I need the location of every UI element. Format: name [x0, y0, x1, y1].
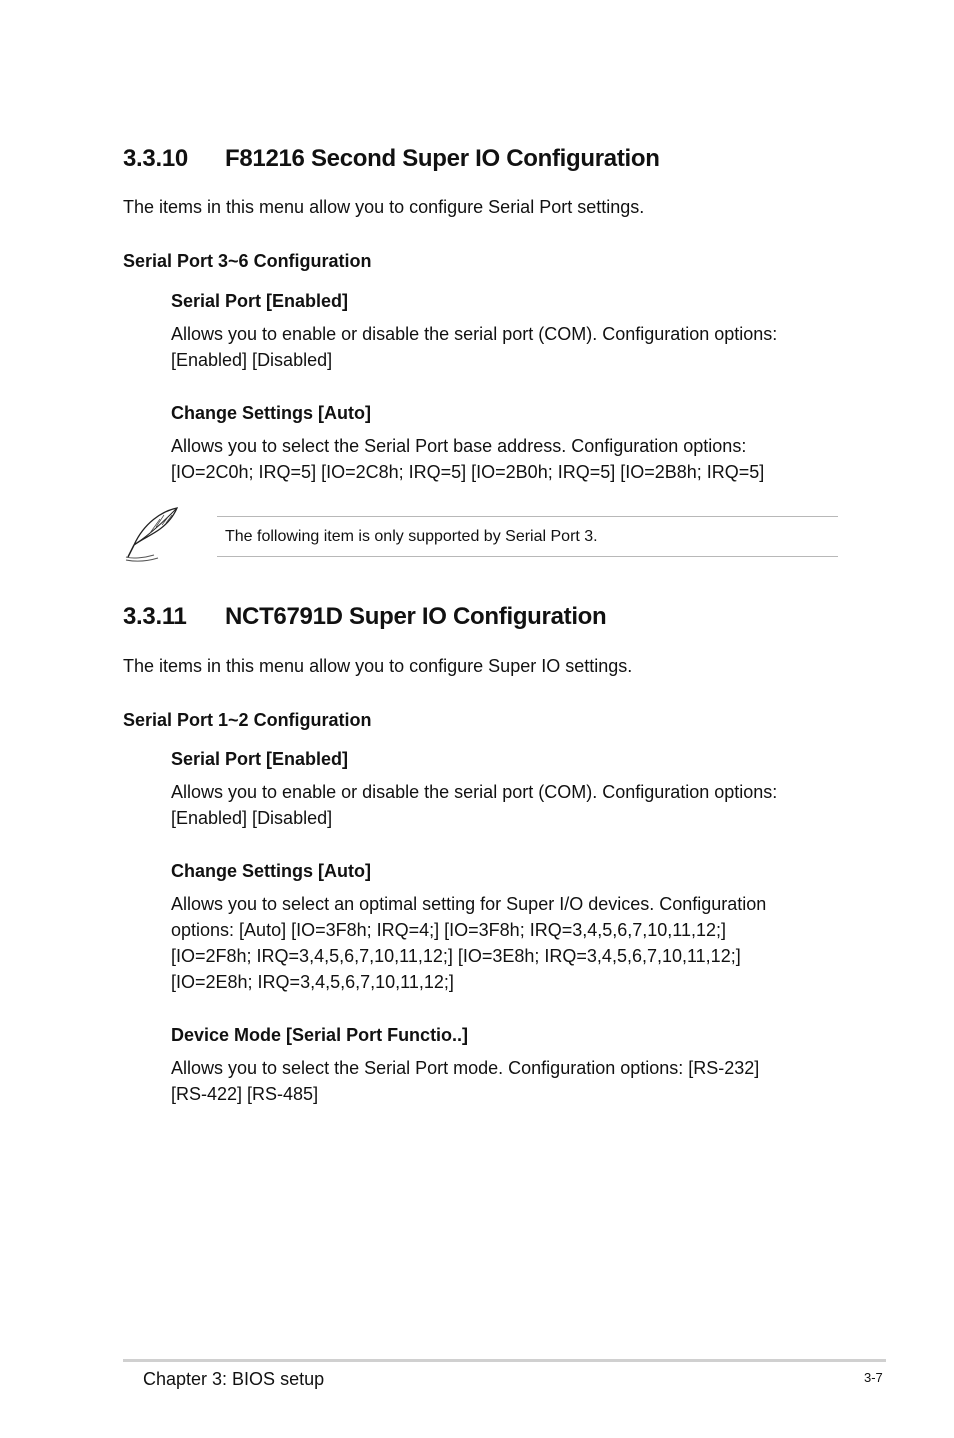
item-desc-serial-port	[171, 779, 841, 831]
footer-rule	[123, 1359, 886, 1362]
subheading-serial-port-1-2: Serial Port 1~2 Configuration	[123, 710, 372, 730]
section-intro: The items in this menu allow you to configure Serial Port settings.	[123, 197, 645, 217]
desc-line: [IO=2E8h; IRQ=3,4,5,6,7,10,11,12;]	[171, 972, 454, 992]
section-title: F81216 Second Super IO Configuration	[225, 145, 660, 172]
footer-chapter: Chapter 3: BIOS setup	[143, 1369, 325, 1389]
desc-line: [Enabled] [Disabled]	[171, 808, 333, 828]
item-title-change-settings: Change Settings [Auto]	[171, 861, 371, 881]
item-desc-serial-port	[171, 321, 841, 373]
desc-line: options: [Auto] [IO=3F8h; IRQ=4;] [IO=3F8h; IRQ=3,4,5,6,7,10,11,12;]	[171, 920, 726, 940]
item-desc-device-mode	[171, 1055, 841, 1107]
section-number: 3.3.11	[123, 603, 187, 630]
desc-line: Allows you to select the Serial Port base address. Configuration options:	[171, 436, 747, 456]
item-desc-change-settings	[171, 891, 841, 995]
desc-line: Allows you to enable or disable the serial port (COM). Configuration options:	[171, 782, 778, 802]
footer-page-number: 3-7	[864, 1370, 883, 1385]
desc-line: [IO=2C0h; IRQ=5] [IO=2C8h; IRQ=5] [IO=2B0h; IRQ=5] [IO=2B8h; IRQ=5]	[171, 462, 765, 482]
item-title-change-settings: Change Settings [Auto]	[171, 403, 371, 423]
item-title-serial-port: Serial Port [Enabled]	[171, 291, 349, 311]
section-title: NCT6791D Super IO Configuration	[225, 603, 607, 630]
desc-line: [Enabled] [Disabled]	[171, 350, 333, 370]
desc-line: Allows you to select the Serial Port mode. Configuration options: [RS-232]	[171, 1058, 760, 1078]
note-bottom-rule	[217, 556, 838, 557]
note-callout	[120, 503, 840, 565]
section-intro: The items in this menu allow you to configure Super IO settings.	[123, 656, 633, 676]
item-title-device-mode: Device Mode [Serial Port Functio..]	[171, 1025, 469, 1045]
note-text: The following item is only supported by Serial Port 3.	[225, 528, 598, 545]
item-desc-change-settings	[171, 433, 841, 485]
feather-pen-icon	[122, 505, 182, 565]
item-title-serial-port: Serial Port [Enabled]	[171, 749, 349, 769]
section-number: 3.3.10	[123, 145, 188, 172]
subheading-serial-port-3-6: Serial Port 3~6 Configuration	[123, 251, 372, 271]
section-heading-3-3-10	[123, 145, 823, 175]
section-heading-3-3-11	[123, 603, 823, 633]
desc-line: [RS-422] [RS-485]	[171, 1084, 319, 1104]
note-top-rule	[217, 516, 838, 517]
desc-line: Allows you to select an optimal setting for Super I/O devices. Configuration	[171, 894, 767, 914]
desc-line: Allows you to enable or disable the serial port (COM). Configuration options:	[171, 324, 778, 344]
desc-line: [IO=2F8h; IRQ=3,4,5,6,7,10,11,12;] [IO=3E8h; IRQ=3,4,5,6,7,10,11,12;]	[171, 946, 741, 966]
